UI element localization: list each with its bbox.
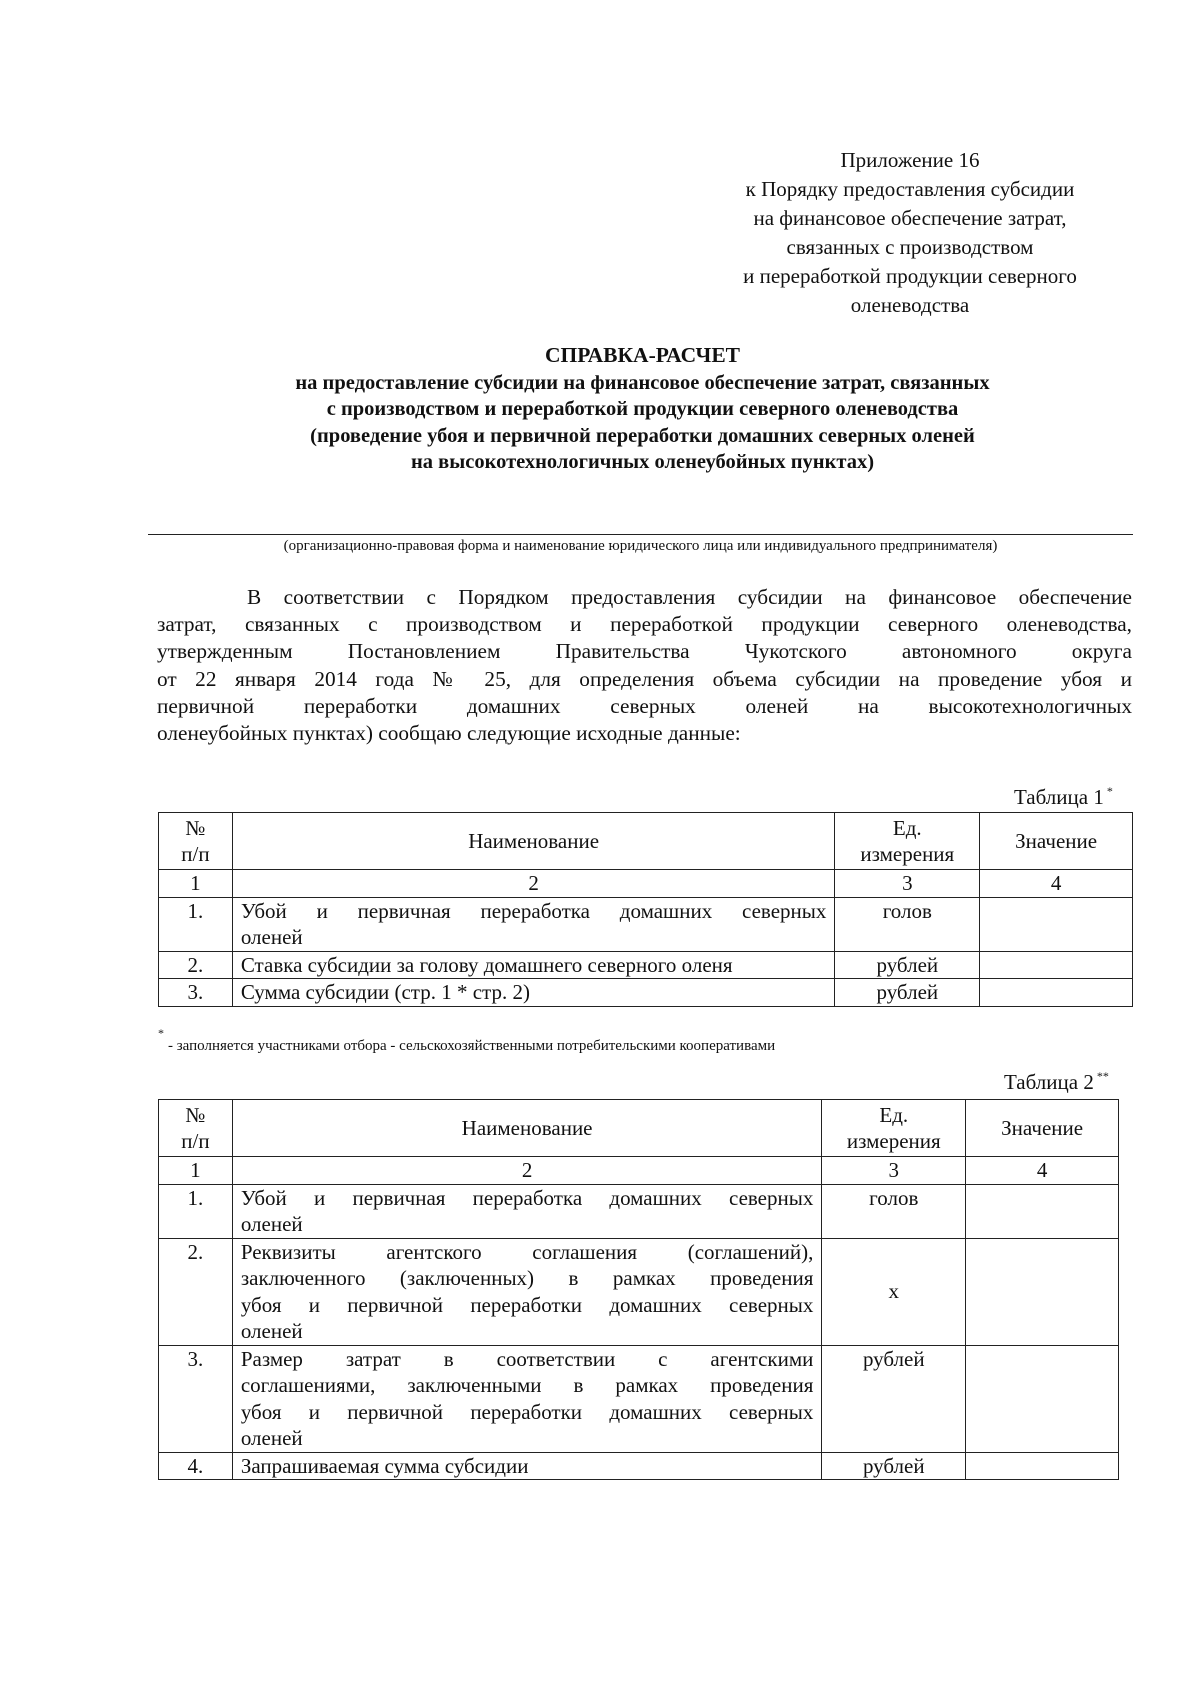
- title-line: на предоставление субсидии на финансовое обеспечение затрат, связанных: [295, 371, 990, 394]
- intro-line: утвержденным Постановлением Правительства Чукотского автономного округа: [157, 639, 1132, 664]
- title-main: СПРАВКА-РАСЧЕТ: [544, 343, 741, 367]
- table2-index-cell: 4: [966, 1157, 1119, 1185]
- row-value[interactable]: [980, 979, 1133, 1007]
- row-num: 2.: [159, 1238, 233, 1345]
- table-row: [159, 1452, 1119, 1480]
- table2-label-mark: **: [1096, 1069, 1109, 1083]
- table-1: [158, 812, 1133, 1007]
- intro-line: В соответствии с Порядком предоставления субсидии на финансовое обеспечение: [247, 585, 1132, 609]
- intro-line: оленеубойных пунктах) сообщаю следующие исходные данные:: [157, 721, 741, 746]
- table2-header-value: Значение: [966, 1100, 1119, 1157]
- table1-label-text: Таблица 1: [1014, 785, 1104, 809]
- appendix-line: к Порядку предоставления субсидии: [745, 177, 1075, 201]
- title-line: (проведение убоя и первичной переработки домашних северных оленей: [310, 424, 975, 447]
- table2-header-row: [159, 1100, 1119, 1157]
- row-unit: х: [822, 1238, 966, 1345]
- table2-header-name: Наименование: [232, 1100, 822, 1157]
- row-num: 1.: [159, 1184, 233, 1238]
- title-line: на высокотехнологичных оленеубойных пунктах): [410, 451, 875, 473]
- table1-index-row: [159, 870, 1133, 898]
- row-name: Сумма субсидии (стр. 1 * стр. 2): [232, 979, 835, 1007]
- table-2: [158, 1099, 1119, 1480]
- table2-index-cell: 1: [159, 1157, 233, 1185]
- table1-index-cell: 1: [159, 870, 233, 898]
- table1-index-cell: 2: [232, 870, 835, 898]
- table1-index-cell: 4: [980, 870, 1133, 898]
- row-name: Запрашиваемая сумма субсидии: [232, 1452, 822, 1480]
- title-line: с производством и переработкой продукции северного оленеводства: [326, 398, 959, 420]
- table2-index-cell: 2: [232, 1157, 822, 1185]
- row-num: 1.: [159, 897, 233, 951]
- row-unit: рублей: [835, 979, 980, 1007]
- row-name: Размер затрат в соответствии с агентскими соглашениями, заключенными в рамках проведения убоя и первичной переработки домашних северных оленей: [232, 1345, 822, 1452]
- row-unit: голов: [835, 897, 980, 951]
- row-unit: голов: [822, 1184, 966, 1238]
- table2-header-num: № п/п: [159, 1100, 233, 1157]
- row-num: 4.: [159, 1452, 233, 1480]
- table1-header-row: [159, 813, 1133, 870]
- appendix-line: на финансовое обеспечение затрат,: [753, 206, 1067, 230]
- appendix-header: [700, 146, 1120, 320]
- table-row: [159, 1184, 1119, 1238]
- row-value[interactable]: [966, 1238, 1119, 1345]
- row-unit: рублей: [822, 1452, 966, 1480]
- table-row: [159, 1345, 1119, 1452]
- table2-header-unit: Ед. измерения: [822, 1100, 966, 1157]
- table1-index-cell: 3: [835, 870, 980, 898]
- row-value[interactable]: [966, 1452, 1119, 1480]
- table1-label: [1014, 785, 1113, 810]
- row-name: Убой и первичная переработка домашних северных оленей: [232, 897, 835, 951]
- table1-header-value: Значение: [980, 813, 1133, 870]
- org-name-caption: (организационно-правовая форма и наименование юридического лица или индивидуального предпринимателя): [283, 538, 998, 554]
- footnote-text: - заполняется участниками отбора - сельскохозяйственными потребительскими кооперативами: [168, 1038, 776, 1054]
- row-name: Убой и первичная переработка домашних северных оленей: [232, 1184, 822, 1238]
- document-title: [150, 342, 1135, 476]
- row-value[interactable]: [966, 1345, 1119, 1452]
- intro-line: первичной переработки домашних северных оленей на высокотехнологичных: [157, 693, 1132, 718]
- row-value[interactable]: [980, 897, 1133, 951]
- table2-index-row: [159, 1157, 1119, 1185]
- table2-label: [1004, 1070, 1109, 1095]
- appendix-line: Приложение 16: [840, 148, 980, 172]
- org-name-fill-line: [148, 534, 1133, 535]
- table1-header-name: Наименование: [232, 813, 835, 870]
- footnote-mark: *: [158, 1026, 164, 1040]
- intro-line: от 22 января 2014 года № 25, для определения объема субсидии на проведение убоя и: [157, 666, 1132, 691]
- intro-paragraph: [157, 584, 1132, 747]
- table-row: [159, 897, 1133, 951]
- table1-header-num: № п/п: [159, 813, 233, 870]
- row-unit: рублей: [822, 1345, 966, 1452]
- table-row: [159, 1238, 1119, 1345]
- table2-index-cell: 3: [822, 1157, 966, 1185]
- row-value[interactable]: [980, 951, 1133, 979]
- row-num: 3.: [159, 1345, 233, 1452]
- appendix-line: связанных с производством: [786, 235, 1034, 259]
- table1-header-unit: Ед. измерения: [835, 813, 980, 870]
- table-row: [159, 951, 1133, 979]
- row-unit: рублей: [835, 951, 980, 979]
- row-name: Реквизиты агентского соглашения (соглашений), заключенного (заключенных) в рамках проведения убоя и первичной переработки домашних северных оленей: [232, 1238, 822, 1345]
- table1-label-mark: *: [1106, 784, 1113, 798]
- row-value[interactable]: [966, 1184, 1119, 1238]
- table-row: [159, 979, 1133, 1007]
- row-num: 2.: [159, 951, 233, 979]
- appendix-line: и переработкой продукции северного: [743, 264, 1077, 288]
- intro-line: затрат, связанных с производством и переработкой продукции северного оленеводства,: [157, 612, 1132, 637]
- appendix-line: оленеводства: [850, 293, 970, 317]
- table2-label-text: Таблица 2: [1004, 1070, 1094, 1094]
- row-num: 3.: [159, 979, 233, 1007]
- row-name: Ставка субсидии за голову домашнего северного оленя: [232, 951, 835, 979]
